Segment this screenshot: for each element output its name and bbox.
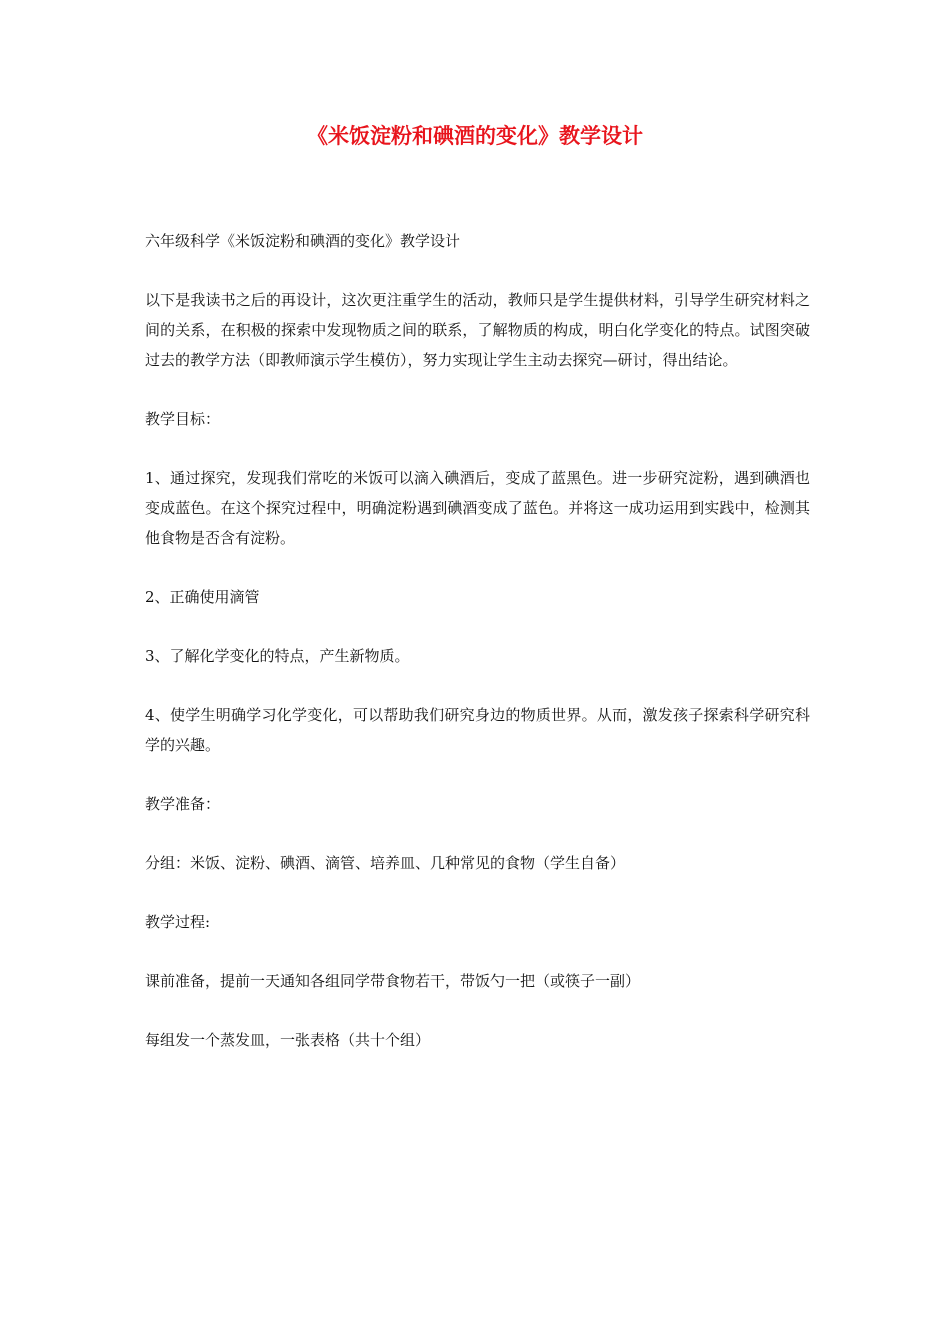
process-step-pre-class: 课前准备，提前一天通知各组同学带食物若干，带饭勺一把（或筷子一副） (145, 972, 641, 990)
preparation-materials: 分组：米饭、淀粉、碘酒、滴管、培养皿、几种常见的食物（学生自备） (145, 854, 626, 872)
document-title: 《米饭淀粉和碘酒的变化》教学设计 (307, 124, 643, 148)
process-step-distribution: 每组发一个蒸发皿，一张表格（共十个组） (145, 1031, 431, 1049)
goal-item-3: 3、了解化学变化的特点，产生新物质。 (145, 647, 410, 665)
paragraph-subtitle: 六年级科学《米饭淀粉和碘酒的变化》教学设计 (145, 232, 461, 250)
heading-teaching-process: 教学过程: (145, 913, 211, 931)
heading-teaching-goals: 教学目标： (145, 410, 221, 428)
goal-item-1: 1、通过探究，发现我们常吃的米饭可以滴入碘酒后，变成了蓝黑色。进一步研究淀粉，遇到碘酒也变成蓝色。在这个探究过程中，明确淀粉遇到碘酒变成了蓝色。并将这一成功运用到实践中，检测其他食物是否含有淀粉。 (145, 469, 810, 547)
goal-item-2: 2、正确使用滴管 (145, 588, 260, 606)
heading-teaching-preparation: 教学准备： (145, 795, 221, 813)
document-body (145, 226, 810, 1084)
goal-item-4: 4、使学生明确学习化学变化，可以帮助我们研究身边的物质世界。从而，激发孩子探索科学研究科学的兴趣。 (145, 706, 810, 754)
paragraph-intro: 以下是我读书之后的再设计，这次更注重学生的活动，教师只是学生提供材料，引导学生研究材料之间的关系，在积极的探索中发现物质之间的联系，了解物质的构成，明白化学变化的特点。试图突破过去的教学方法（即教师演示学生模仿），努力实现让学生主动去探究—研讨，得出结论。 (145, 291, 810, 369)
